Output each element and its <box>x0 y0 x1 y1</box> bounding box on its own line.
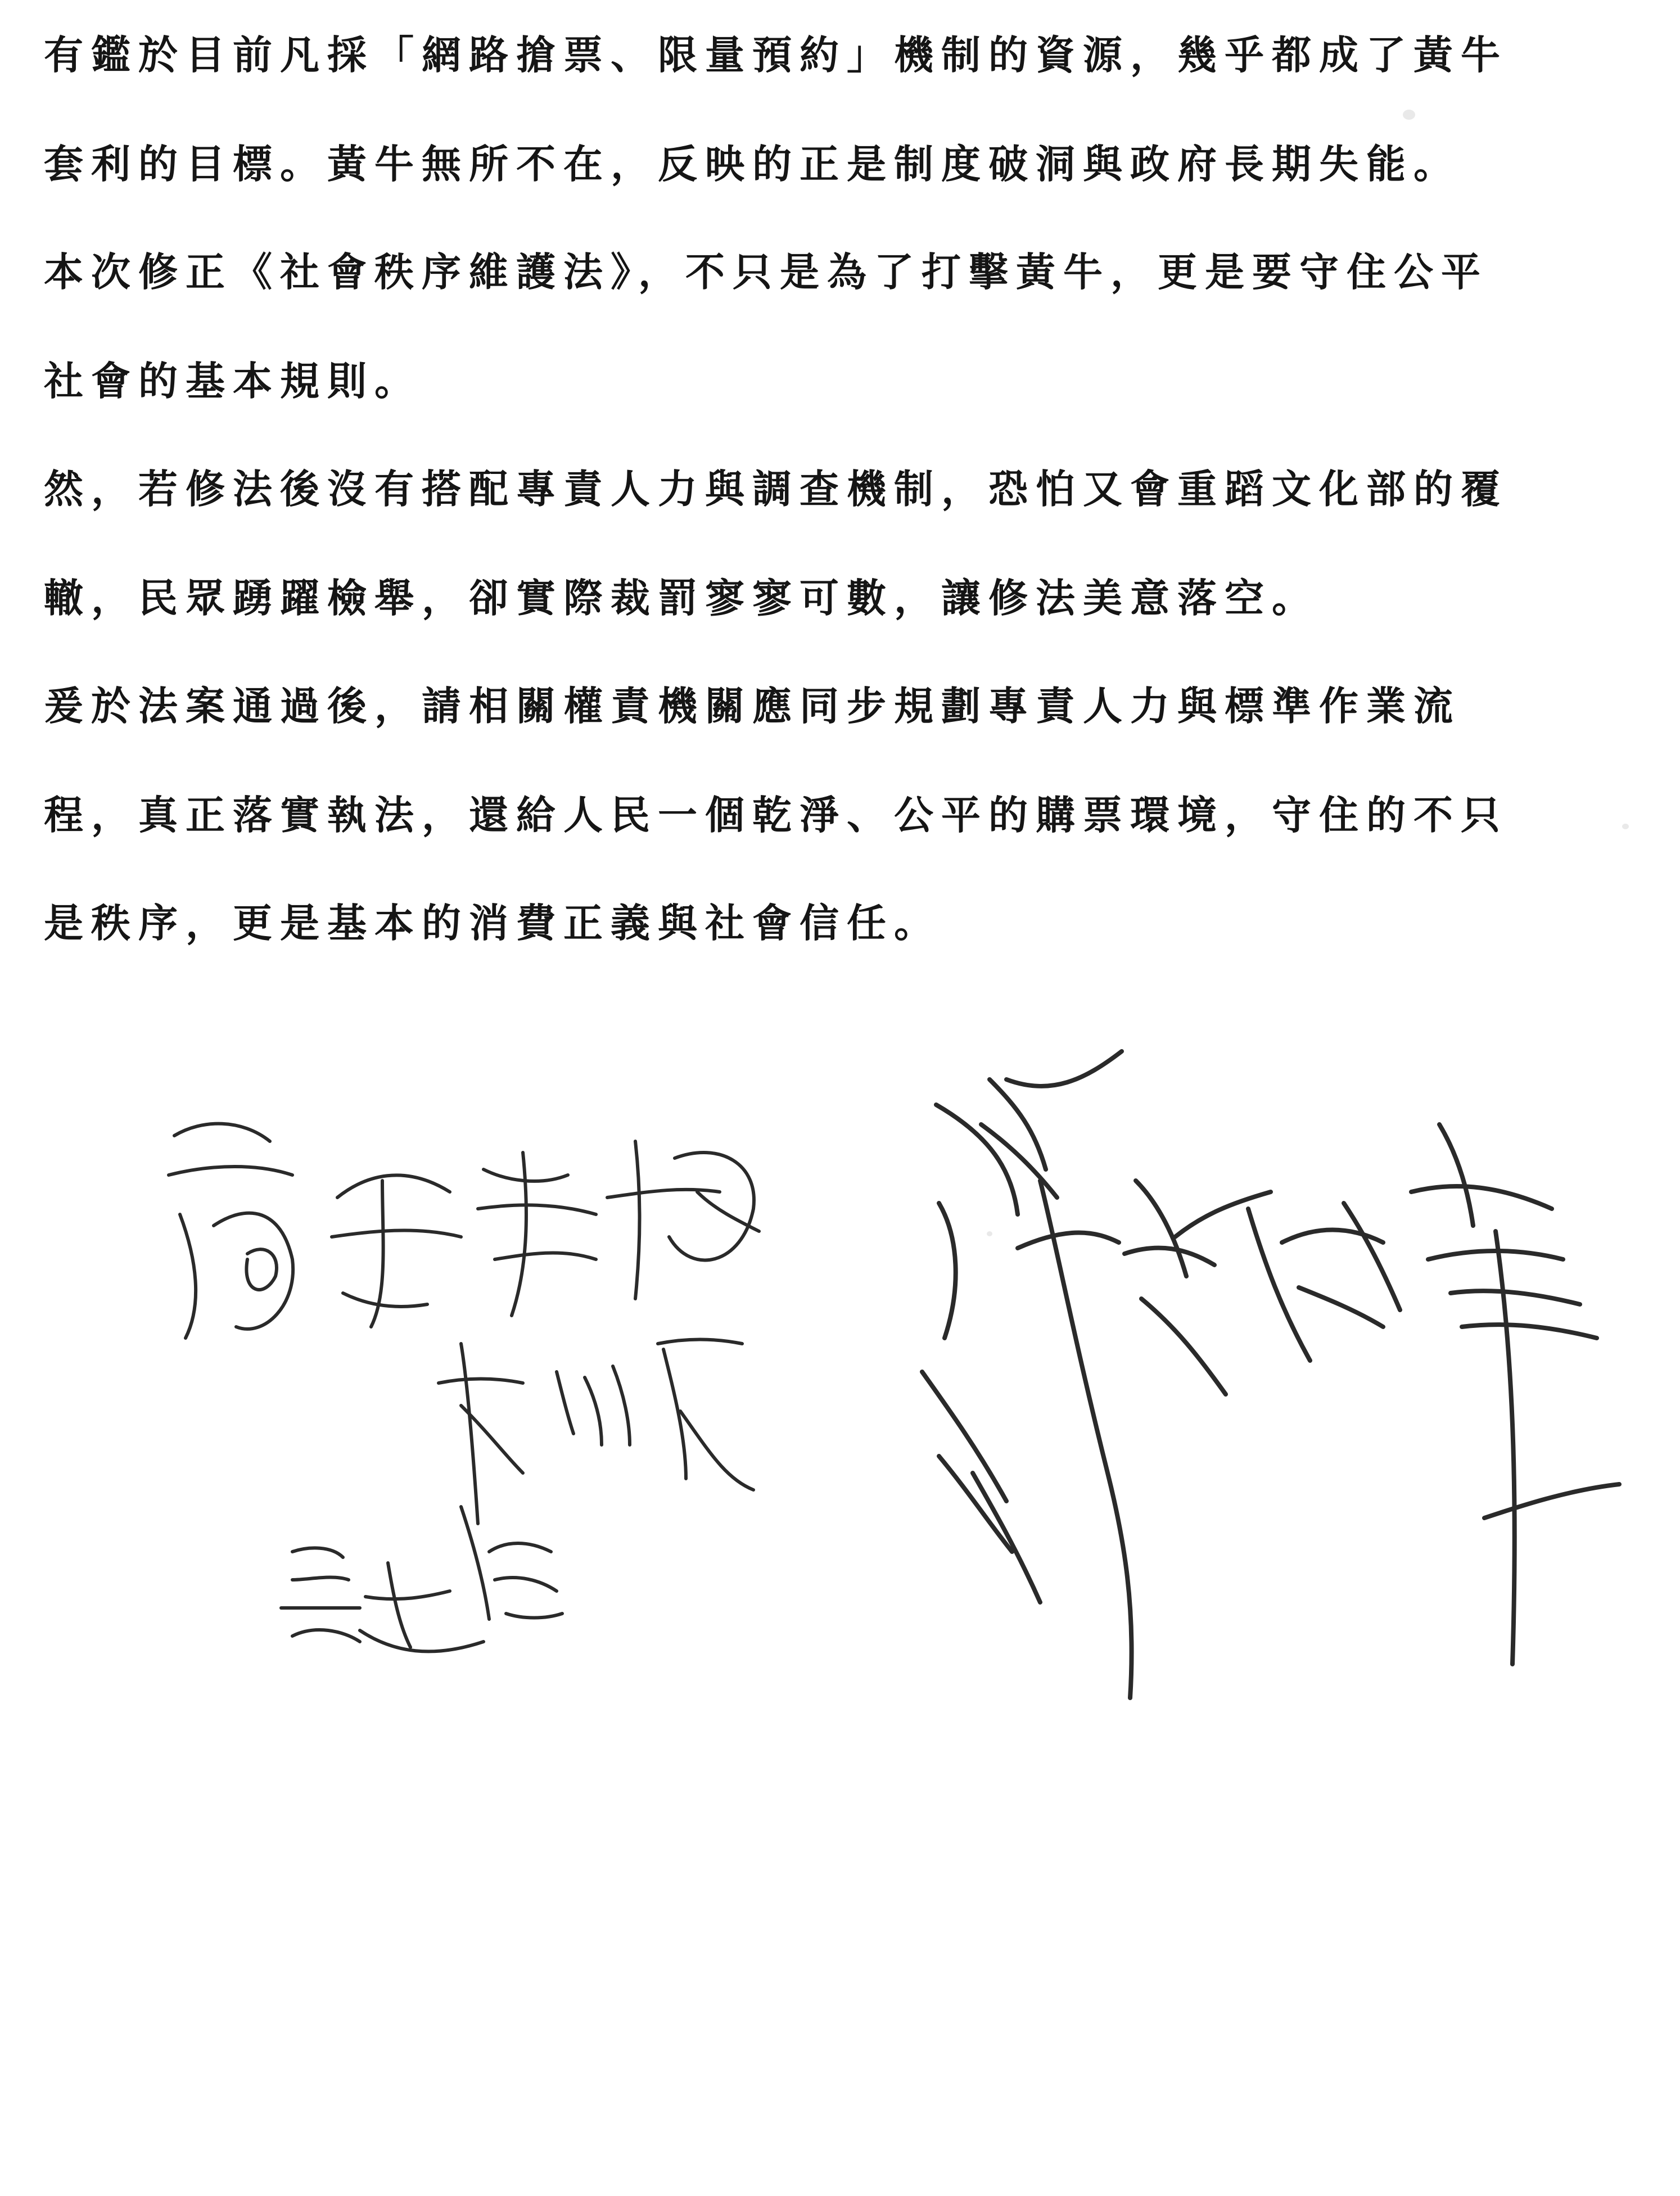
signature-3 <box>281 1507 562 1651</box>
signature-1 <box>169 1124 759 1338</box>
paper-speck <box>1622 824 1629 829</box>
paragraph-line: 爰於法案通過後，請相關權責機關應同步規劃專責人力與標準作業流 <box>44 683 1461 729</box>
paragraph-line: 然，若修法後沒有搭配專責人力與調查機制，恐怕又會重蹈文化部的覆 <box>44 466 1508 512</box>
paragraph-line: 本次修正《社會秩序維護法》，不只是為了打擊黃牛，更是要守住公平 <box>44 249 1488 295</box>
paragraph-line: 程，真正落實執法，還給人民一個乾淨、公平的購票環境，守住的不只 <box>44 792 1508 838</box>
paper-speck <box>1403 110 1415 120</box>
paragraph-line: 是秩序，更是基本的消費正義與社會信任。 <box>44 900 941 946</box>
paragraph-line: 有鑑於目前凡採「網路搶票、限量預約」機制的資源，幾乎都成了黃牛 <box>44 32 1508 78</box>
signature-2 <box>439 1340 753 1524</box>
paragraph-line: 套利的目標。黃牛無所不在，反映的正是制度破洞與政府長期失能。 <box>44 141 1461 187</box>
paragraph-line: 轍，民眾踴躍檢舉，卻實際裁罰寥寥可數，讓修法美意落空。 <box>44 575 1319 621</box>
paragraph-line: 社會的基本規則。 <box>44 358 422 404</box>
paper-speck <box>987 1231 992 1236</box>
signature-4 <box>922 1051 1619 1698</box>
